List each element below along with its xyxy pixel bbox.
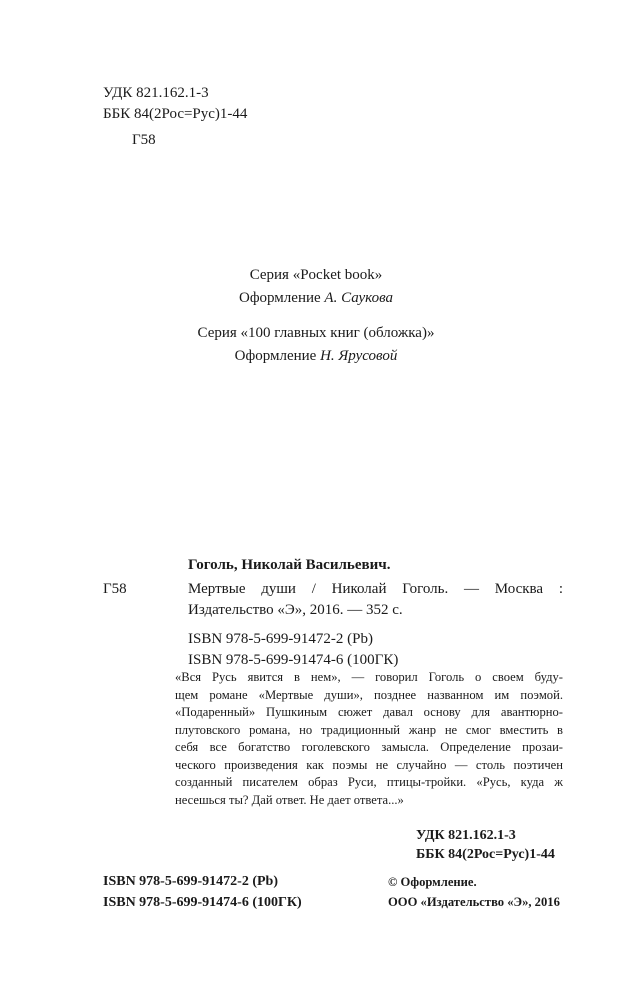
designer-name: Н. Ярусовой	[320, 348, 398, 364]
catalog-author-mark: Г58	[103, 581, 127, 597]
series-pocket-book: Серия «Pocket book»	[249, 267, 383, 283]
footer-isbn-2: ISBN 978-5-699-91474-6 (100ГК)	[103, 895, 302, 910]
catalog-author: Гоголь, Николай Васильевич.	[188, 557, 391, 573]
annotation-line: щем романе «Мертвые души», позднее названном им поэмой.	[175, 687, 563, 702]
design-credit-1	[150, 289, 482, 308]
design-label: Оформление	[238, 290, 321, 306]
annotation-line: «Подаренный» Пушкиным сюжет давал основу для авантюрно-	[175, 705, 563, 719]
author-mark-top: Г58	[132, 132, 156, 148]
udk-code-top: УДК 821.162.1-3	[103, 85, 209, 101]
annotation-line: «Вся Русь явится в нем», — говорил Гоголь о своем буду-	[175, 670, 563, 684]
design-credit-2	[150, 347, 482, 366]
bbk-code-top: ББК 84(2Рос=Рус)1-44	[103, 106, 248, 122]
catalog-isbn-2: ISBN 978-5-699-91474-6 (100ГК)	[188, 652, 399, 668]
udk-code-card: УДК 821.162.1-3	[416, 828, 516, 843]
copyright-line-1: © Оформление.	[388, 875, 477, 889]
bbk-code-card: ББК 84(2Рос=Рус)1-44	[416, 847, 555, 862]
designer-name: А. Саукова	[324, 290, 394, 306]
catalog-isbn-1: ISBN 978-5-699-91472-2 (Pb)	[188, 631, 373, 647]
annotation-line: плутовского романа, но традиционный жанр не смог вместить в	[175, 722, 563, 737]
annotation-line: созданный писателем образ Руси, птицы-тройки. «Русь, куда ж	[175, 775, 563, 789]
annotation-line: ческого произведения как поэмы не случайно — столь поэтичен	[175, 757, 563, 772]
copyright-line-2: ООО «Издательство «Э», 2016	[388, 895, 560, 909]
footer-isbn-1: ISBN 978-5-699-91472-2 (Pb)	[103, 874, 278, 889]
design-label: Оформление	[234, 348, 317, 364]
catalog-title-line-1: Мертвые души / Николай Гоголь. — Москва :	[188, 581, 563, 597]
annotation-line: себя все богатство гоголевского замысла. Определение прозаи-	[175, 740, 563, 754]
annotation-line: несешься ты? Дай ответ. Не дает ответа...»	[175, 792, 404, 807]
catalog-title-line-2: Издательство «Э», 2016. — 352 с.	[188, 602, 403, 618]
series-100-books: Серия «100 главных книг (обложка)»	[197, 325, 435, 341]
catalog-annotation	[175, 669, 563, 809]
